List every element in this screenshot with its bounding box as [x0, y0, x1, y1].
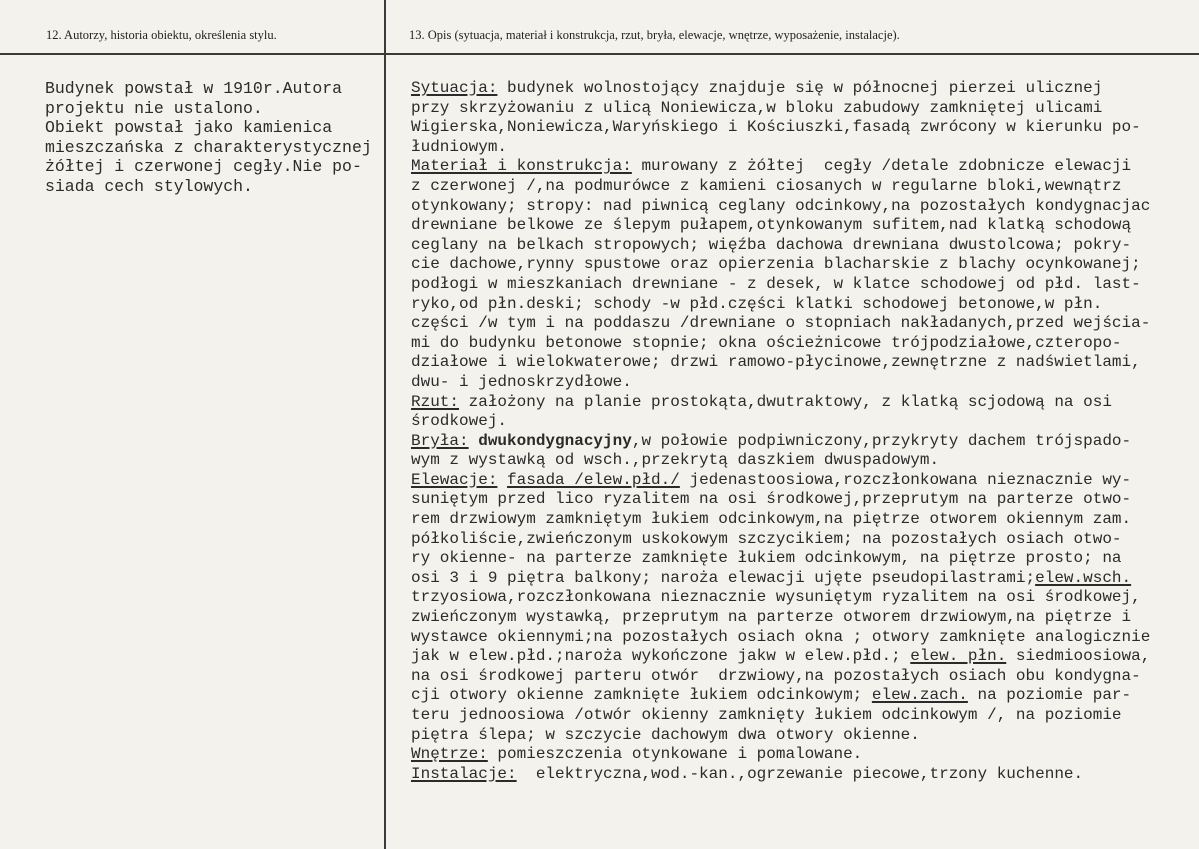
description-line — [411, 99, 1150, 119]
description-line — [411, 490, 1150, 510]
left-text-line: mieszczańska z charakterystycznej — [45, 137, 372, 157]
left-text-line: projektu nie ustalono. — [45, 98, 263, 118]
description-text — [411, 79, 1150, 784]
description-line — [411, 373, 1150, 393]
text-run: teru jednoosiowa /otwór okienny zamknięty łukiem odcinkowym /, na poziomie — [411, 706, 1122, 724]
description-line — [411, 295, 1150, 315]
text-run: budynek wolnostojący znajduje się w północnej pierzei ulicznej — [497, 79, 1103, 97]
text-run: trzyosiowa,rozczłonkowana nieznacznie wysuniętym ryzalitem na osi środkowej, — [411, 588, 1141, 607]
text-run: założony na planie prostokąta,dwutraktowy, z klatką scjodową na osi — [459, 392, 1112, 411]
text-run: wym z wystawką od wsch.,przekrytą daszkiem dwuspadowym. — [411, 451, 940, 470]
text-run — [497, 471, 507, 489]
description-line — [411, 157, 1150, 177]
description-line — [411, 275, 1150, 295]
description-line — [411, 569, 1150, 589]
description-line — [411, 432, 1150, 452]
left-text-line: siada cech stylowych. — [45, 176, 253, 196]
section-13-header: 13. Opis (sytuacja, materiał i konstrukcja, rzut, bryła, elewacje, wnętrze, wyposażenie, instalacje). — [409, 28, 900, 42]
description-line — [411, 588, 1150, 608]
text-run: jak w elew.płd.;naroża wykończone jakw w elew.płd.; — [411, 647, 911, 666]
section-label: Materiał i konstrukcja: — [411, 157, 632, 176]
section-label: Bryła: — [411, 431, 469, 450]
description-line — [411, 255, 1150, 275]
left-text-line: Budynek powstał w 1910r.Autora — [45, 79, 343, 98]
text-run: osi 3 i 9 piętra balkony; naroża elewacji ujęte pseudopilastrami; — [411, 568, 1036, 587]
section-label: elew. płn. — [910, 647, 1007, 666]
text-run: drewniane belkowe ze ślepym pułapem,otynkowanym sufitem,nad klatką schodową — [411, 216, 1132, 235]
text-run: suniętym przed lico ryzalitem na osi środkowej,przeprutym na parterze otwo- — [411, 490, 1132, 509]
text-run: rem drzwiowym zamkniętym łukiem odcinkowym,na piętrze otworem okiennym zam. — [411, 510, 1132, 529]
description-line — [411, 451, 1150, 471]
description-line — [411, 628, 1150, 648]
text-run: piętra ślepa; w szczycie dachowym dwa otwory okienne. — [411, 725, 920, 744]
description-line — [411, 706, 1150, 726]
section-label: fasada /elew.płd./ — [507, 470, 680, 489]
text-run: dwu- i jednoskrzydłowe. — [411, 372, 632, 391]
description-line — [411, 608, 1150, 628]
description-line — [411, 216, 1150, 236]
description-line — [411, 647, 1150, 667]
text-run: ceglany na belkach stropowych; więźba dachowa drewniana dwustolcowa; pokry- — [411, 235, 1132, 254]
description-line — [411, 353, 1150, 373]
text-run: na poziomie par- — [967, 686, 1132, 705]
description-line — [411, 765, 1150, 785]
description-line — [411, 745, 1150, 765]
description-line — [411, 667, 1150, 687]
authors-history-text — [45, 79, 372, 197]
description-line — [411, 334, 1150, 354]
description-line — [411, 510, 1150, 530]
description-line — [411, 549, 1150, 569]
text-run: podłogi w mieszkaniach drewniane - z desek, w klatce schodowej od płd. last- — [411, 274, 1141, 293]
text-run: z czerwonej /,na podmurówce z kamieni ciosanych w regularne bloki,wewnątrz — [411, 176, 1122, 195]
section-12-header: 12. Autorzy, historia obiektu, określenia stylu. — [46, 28, 277, 42]
text-run: na osi środkowej parteru otwór drzwiowy,na pozostałych osiach obu kondygna- — [411, 666, 1141, 685]
description-line — [411, 726, 1150, 746]
text-run: półkoliście,zwieńczonym uskokowym szczycikiem; na pozostałych osiach otwo- — [411, 529, 1122, 548]
section-label: elew.wsch. — [1035, 568, 1132, 587]
description-line — [411, 412, 1150, 432]
text-run: łudniowym. — [411, 137, 508, 156]
text-run: ry okienne- na parterze zamknięte łukiem odcinkowym, na piętrze prosto; na — [411, 549, 1122, 568]
text-run: przy skrzyżowaniu z ulicą Noniewicza,w bloku zabudowy zamkniętej ulicami — [411, 98, 1103, 117]
description-line — [411, 236, 1150, 256]
column-divider — [384, 0, 386, 849]
text-run: ryko,od płn.deski; schody -w płd.części klatki schodowej betonowe,w płn. — [411, 294, 1103, 313]
section-label: Sytuacja: — [411, 79, 498, 97]
section-label: Wnętrze: — [411, 745, 488, 764]
text-run: zwieńczonym wystawką, przeprutym na parterze otworem drzwiowym,na piętrze i — [411, 608, 1132, 627]
text-run: części /w tym i na poddaszu /drewniane o stopniach nakładanych,przed wejścia- — [411, 314, 1151, 333]
section-label: Instalacje: — [411, 764, 517, 783]
description-line — [411, 177, 1150, 197]
description-line — [411, 393, 1150, 413]
text-run: pomieszczenia otynkowane i pomalowane. — [487, 745, 863, 764]
description-line — [411, 314, 1150, 334]
text-run: cie dachowe,rynny spustowe oraz opierzenia blacharskie z blachy ocynkowanej; — [411, 255, 1141, 274]
text-run: dwukondygnacyjny — [468, 431, 632, 450]
description-line — [411, 79, 1150, 99]
description-line — [411, 530, 1150, 550]
text-run: działowe i wielokwaterowe; drzwi ramowo-płycinowe,zewnętrzne z nadświetlami, — [411, 353, 1141, 372]
description-line — [411, 197, 1150, 217]
text-run: jedenastoosiowa,rozczłonkowana nieznacznie wy- — [679, 470, 1132, 489]
section-label: Elewacje: — [411, 470, 498, 489]
section-label: Rzut: — [411, 392, 460, 411]
text-run: wystawce okiennymi;na pozostałych osiach okna ; otwory zamknięte analogicznie — [411, 627, 1151, 646]
description-line — [411, 686, 1150, 706]
header-divider — [0, 53, 1199, 55]
section-label: elew.zach. — [871, 686, 968, 705]
text-run: murowany z żółtej cegły /detale zdobnicze elewacji — [631, 157, 1132, 176]
text-run: środkowej. — [411, 412, 508, 431]
text-run: siedmioosiowa, — [1006, 647, 1151, 666]
left-text-line: Obiekt powstał jako kamienica — [45, 118, 333, 138]
text-run: Wigierska,Noniewicza,Waryńskiego i Kościuszki,fasadą zwrócony w kierunku po- — [411, 118, 1141, 137]
description-line — [411, 118, 1150, 138]
text-run: mi do budynku betonowe stopnie; okna ościeżnicowe trójpodziałowe,czteropo- — [411, 333, 1122, 352]
text-run: ,w połowie podpiwniczony,przykryty dachem trójspado- — [631, 431, 1132, 450]
description-line — [411, 138, 1150, 158]
text-run: otynkowany; stropy: nad piwnicą ceglany odcinkowy,na pozostałych kondygnacjac — [411, 196, 1151, 215]
description-line — [411, 471, 1150, 491]
text-run: cji otwory okienne zamknięte łukiem odcinkowym; — [411, 686, 872, 705]
text-run: elektryczna,wod.-kan.,ogrzewanie piecowe,trzony kuchenne. — [516, 764, 1084, 783]
left-text-line: żółtej i czerwonej cegły.Nie po- — [45, 157, 362, 177]
